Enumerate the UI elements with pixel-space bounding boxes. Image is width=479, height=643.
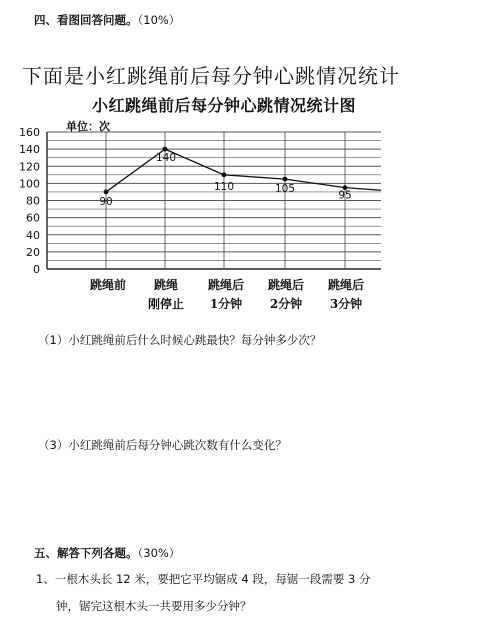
x-tick-label-line: 跳绳后: [207, 278, 244, 292]
data-point: [283, 177, 288, 182]
x-tick-label-line: 1分钟: [209, 297, 243, 311]
chart-banner-text: 下面是小红跳绳前后每分钟心跳情况统计: [22, 64, 400, 88]
x-tick-label-line: 3分钟: [329, 297, 363, 311]
data-label: 90: [99, 195, 113, 208]
x-tick-label: 跳绳前: [89, 278, 126, 292]
problem-1-line-1: 1、一根木头长 12 米，要把它平均锯成 4 段，每锯一段需要 3 分: [36, 572, 371, 586]
y-tick-label: 140: [19, 143, 40, 157]
question-3: （3）小红跳绳前后每分钟心跳次数有什么变化？: [38, 438, 287, 452]
y-tick-label: 80: [26, 194, 40, 208]
x-tick-label-line: 跳绳后: [327, 278, 364, 292]
section-4-score: （10%）: [137, 13, 181, 27]
data-point: [163, 147, 168, 152]
y-tick-label: 160: [19, 126, 40, 139]
x-tick-label: [316, 276, 376, 314]
y-axis-unit-label: 单位：次: [66, 120, 110, 133]
data-label: 105: [274, 183, 296, 196]
data-point: [104, 190, 109, 195]
y-tick-label: 20: [26, 245, 40, 259]
y-tick-label: 0: [33, 263, 40, 276]
x-tick-label-line: 跳绳后: [267, 278, 304, 292]
x-tick-label-line: 跳绳: [153, 278, 178, 292]
data-label: 110: [213, 180, 235, 193]
problem-1-line-2: 钟，锯完这根木头一共要用多少分钟？: [56, 599, 252, 613]
x-tick-label: [196, 276, 256, 314]
y-tick-label: 100: [19, 177, 40, 191]
y-tick-label: 40: [26, 228, 40, 242]
section-5-score: （30%）: [137, 546, 181, 560]
y-tick-label: 120: [19, 160, 40, 174]
x-tick-label-line: 2分钟: [269, 297, 303, 311]
section-5-heading: [34, 545, 180, 561]
x-tick-label-line: 刚停止: [147, 297, 184, 311]
x-tick-label: [256, 276, 316, 314]
section-5-title: 五、解答下列各题。: [34, 546, 138, 560]
chart-title: 小红跳绳前后每分钟心跳情况统计图: [92, 96, 357, 115]
section-4-heading: [34, 12, 180, 28]
section-4-title: 四、看图回答问题。: [34, 13, 138, 27]
data-label: 95: [338, 189, 352, 202]
data-label: 140: [155, 152, 177, 165]
y-tick-label: 60: [26, 211, 40, 225]
data-point: [222, 172, 227, 177]
x-tick-label: [136, 276, 196, 314]
question-1: （1）小红跳绳前后什么时候心跳最快？每分钟多少次？: [38, 333, 322, 347]
